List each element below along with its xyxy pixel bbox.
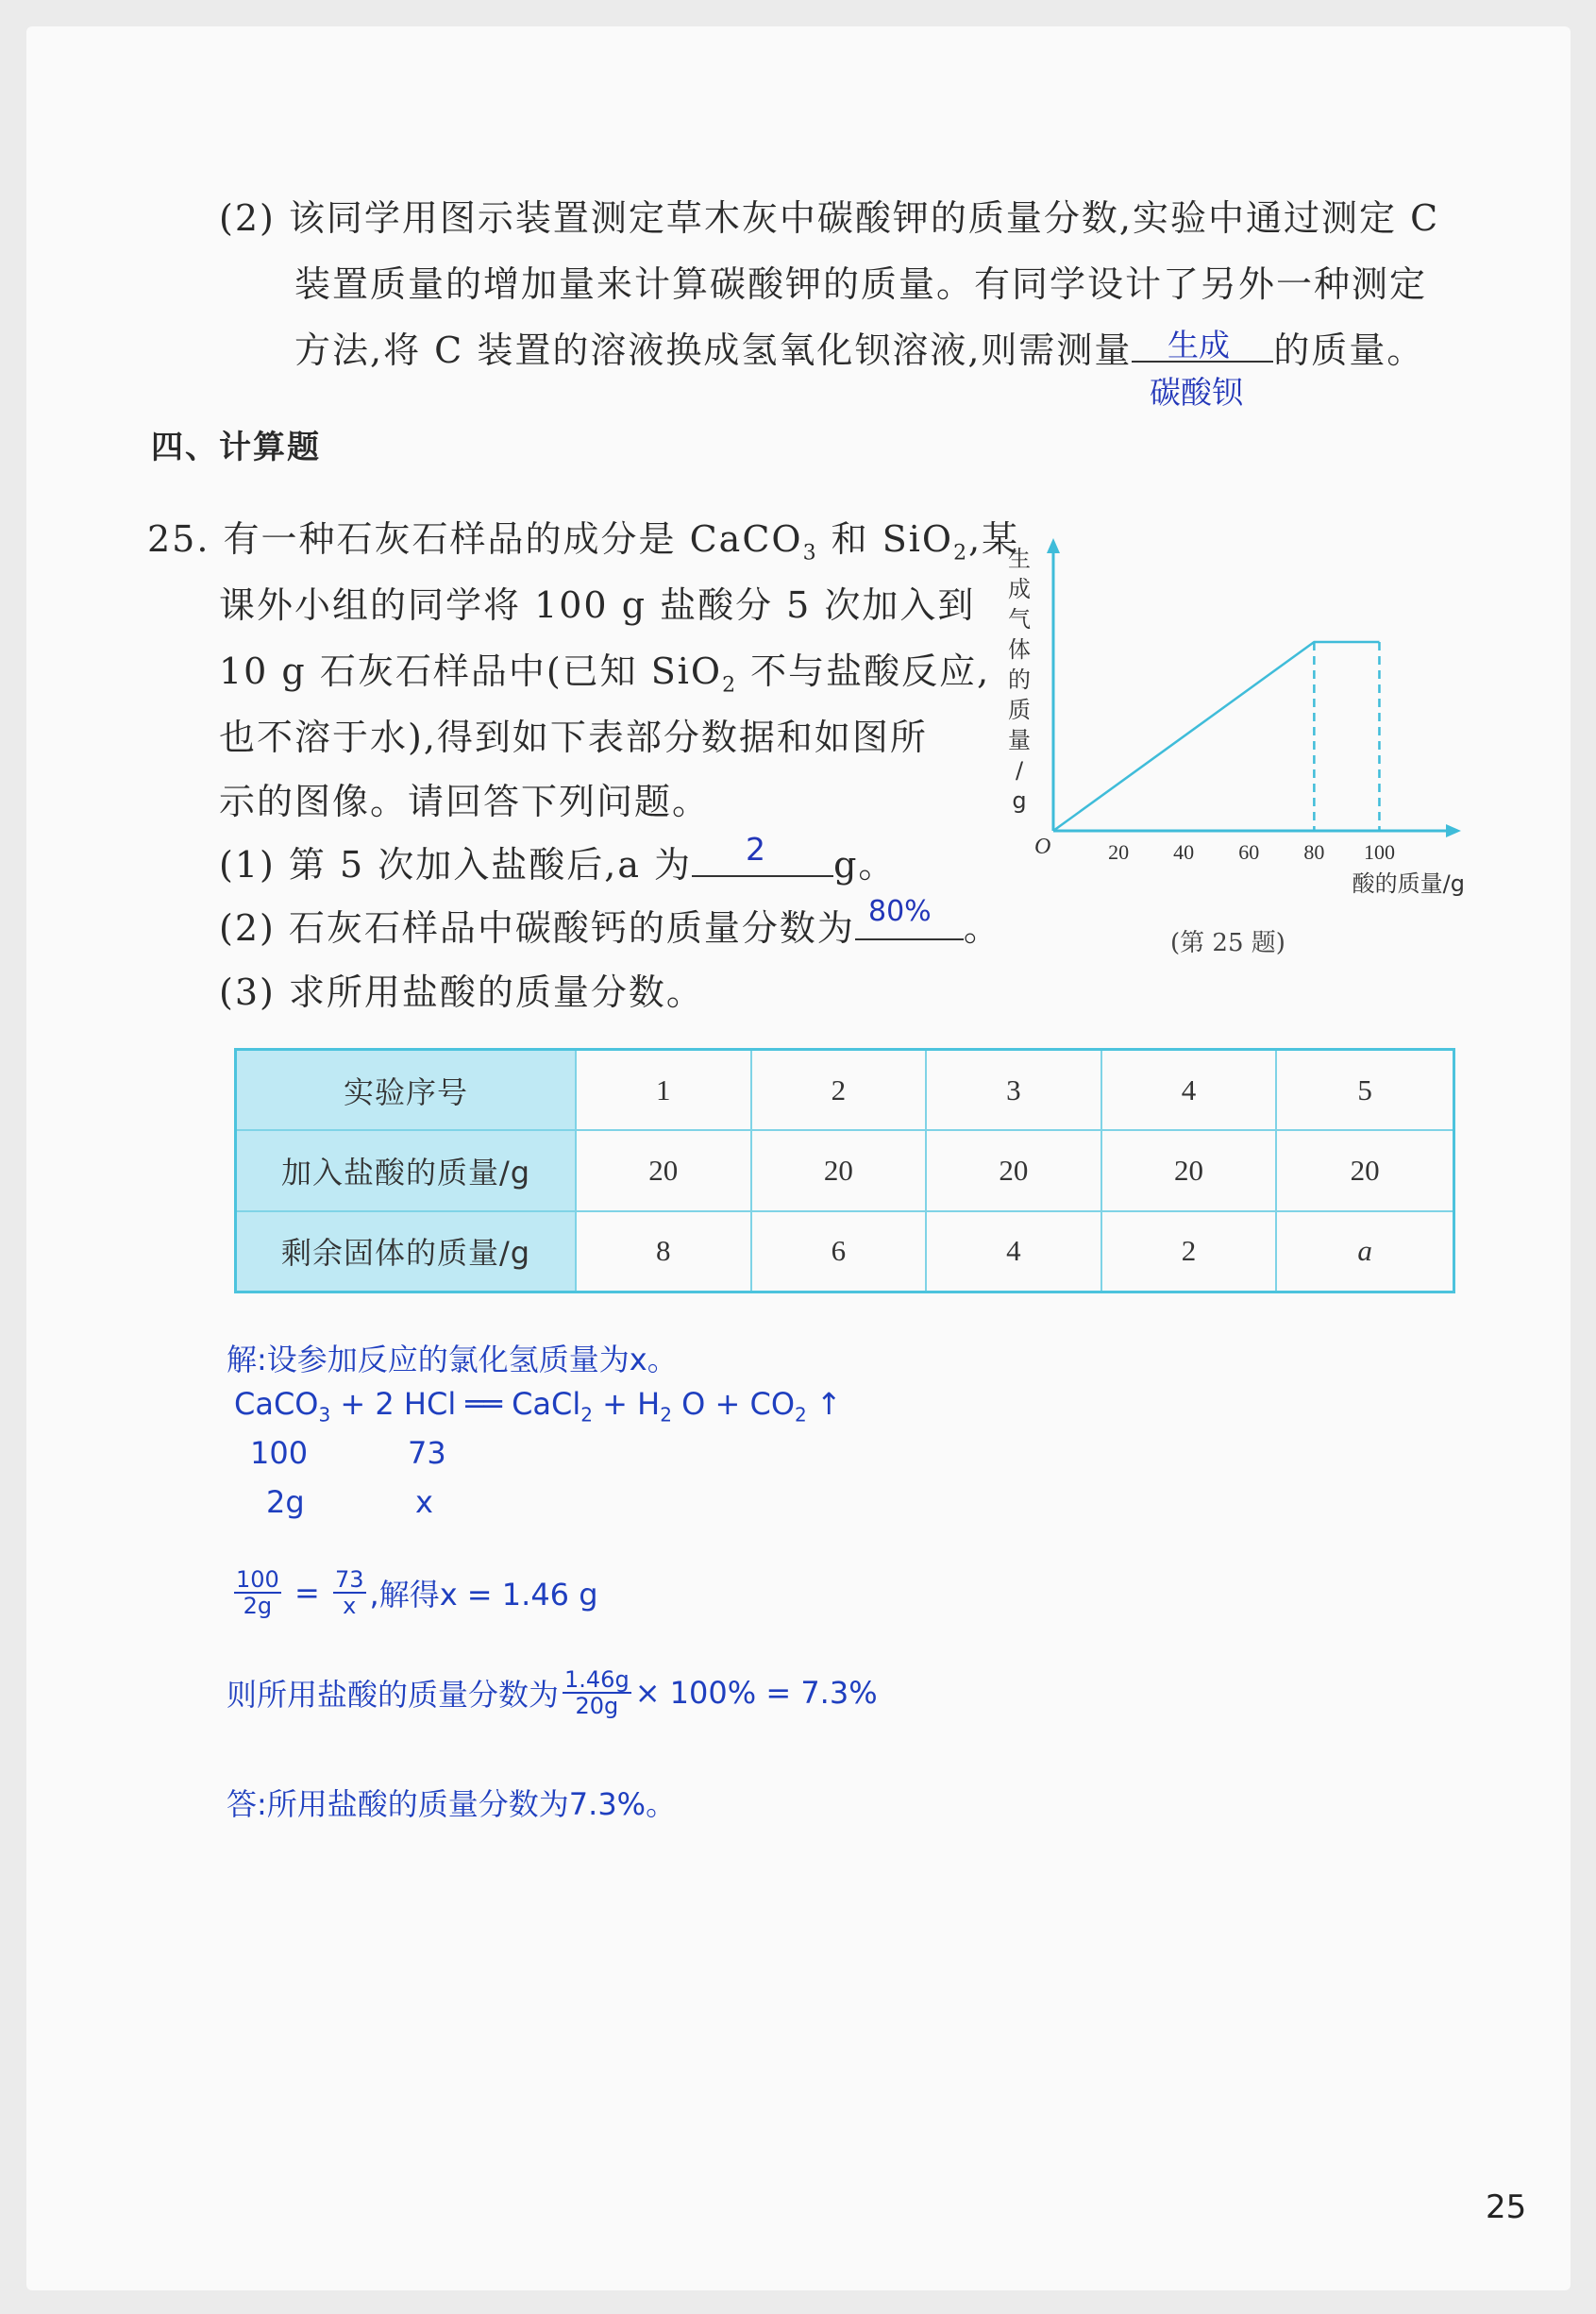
table-header-cell: 1 <box>576 1050 751 1131</box>
frac-num: 100 <box>236 1566 279 1593</box>
table-cell: 加入盐酸的质量/g <box>236 1130 577 1210</box>
y-axis-label-char: 的 <box>1008 667 1031 693</box>
table-cell: 20 <box>751 1130 927 1210</box>
x-tick-label: 60 <box>1238 840 1260 864</box>
frac-den: x <box>343 1593 357 1619</box>
chart-layer <box>1008 538 1465 897</box>
q25-sub: 3 <box>802 541 818 566</box>
q25-sub2-post: 。 <box>963 907 1001 949</box>
table-cell: 20 <box>926 1130 1101 1210</box>
frac-den: 20g <box>575 1693 619 1719</box>
y-axis-label-char: 气 <box>1008 606 1031 633</box>
eq-sub: 2 <box>795 1403 807 1427</box>
x-tick-label: 100 <box>1363 840 1395 864</box>
q24-part2-line3 <box>294 321 1424 373</box>
data-table <box>234 1048 1455 1293</box>
q25-sub2-answer: 80% <box>868 895 932 928</box>
table-header-cell: 3 <box>926 1050 1101 1131</box>
q25-line3-pre: 10 g 石灰石样品中(已知 SiO <box>219 650 723 692</box>
q25-line3-sub: 2 <box>722 673 738 698</box>
q25-sub1-pre: (1) 第 5 次加入盐酸后,a 为 <box>219 844 693 886</box>
q25-sub1-answer: 2 <box>746 831 765 868</box>
y-axis-label-char: / <box>1015 757 1024 784</box>
eq-sub: 2 <box>580 1403 593 1427</box>
solution-mass2: 73 <box>408 1435 446 1471</box>
q25-line1-mid: 和 SiO <box>817 518 954 560</box>
table-header-cell: 5 <box>1276 1050 1453 1131</box>
equals-sign: = <box>294 1575 320 1611</box>
gas-chart <box>1000 538 1472 935</box>
q25-line2: 课外小组的同学将 100 g 盐酸分 5 次加入到 <box>219 584 976 626</box>
solution-percent <box>227 1667 878 1718</box>
section-title: 四、计算题 <box>151 429 321 466</box>
table-header-cell: 实验序号 <box>236 1050 577 1131</box>
percent-pre: 则所用盐酸的质量分数为 <box>227 1677 560 1713</box>
table-cell: 2 <box>1101 1211 1277 1292</box>
figure-caption: (第 25 题) <box>1170 929 1285 957</box>
table-row <box>236 1130 1454 1210</box>
q24-line3-post: 的质量。 <box>1273 329 1425 371</box>
q25-line1 <box>147 510 1019 566</box>
table-cell: 20 <box>576 1130 751 1210</box>
table-cell: 20 <box>1276 1130 1453 1210</box>
x-tick-label: 20 <box>1108 840 1130 864</box>
table-cell: 8 <box>576 1211 751 1292</box>
solution-equation <box>234 1386 842 1426</box>
eq-part: + H <box>593 1386 661 1422</box>
y-axis-arrow <box>1047 538 1060 553</box>
frac-den: 2g <box>243 1593 273 1619</box>
table-cell: 6 <box>751 1211 927 1292</box>
eq-part: + 2 HCl ══ CaCl <box>330 1386 581 1422</box>
solution-val2: x <box>415 1484 433 1520</box>
solution-line1: 解:设参加反应的氯化氢质量为x。 <box>227 1342 678 1377</box>
table-header-cell: 2 <box>751 1050 927 1131</box>
eq-part: O + CO <box>671 1386 795 1422</box>
page-number: 25 <box>1486 2188 1527 2226</box>
series-line <box>1053 642 1379 831</box>
fraction <box>333 1567 366 1618</box>
solve-text: ,解得x = 1.46 g <box>369 1577 598 1613</box>
solution-mass1: 100 <box>250 1435 309 1471</box>
table-cell: 4 <box>926 1211 1101 1292</box>
solution-answer: 答:所用盐酸的质量分数为7.3%。 <box>227 1786 677 1822</box>
q25-line3 <box>219 642 990 698</box>
q25-sub1-post: g。 <box>833 844 897 886</box>
y-axis-label-char: 生 <box>1008 546 1031 572</box>
table-cell: 剩余固体的质量/g <box>236 1211 577 1292</box>
solution-proportion <box>230 1567 598 1618</box>
table-cell: 20 <box>1101 1130 1277 1210</box>
x-axis-arrow <box>1446 824 1461 837</box>
q25-sub2-pre: (2) 石灰石样品中碳酸钙的质量分数为 <box>219 907 855 949</box>
y-axis-label-char: 量 <box>1008 727 1031 753</box>
table-header-cell: 4 <box>1101 1050 1277 1131</box>
solution-val1: 2g <box>266 1484 305 1520</box>
q25-sub3: (3) 求所用盐酸的质量分数。 <box>219 971 704 1013</box>
q25-line5: 示的图像。请回答下列问题。 <box>219 781 711 822</box>
y-axis-label-char: 质 <box>1008 697 1031 723</box>
q25-line4: 也不溶于水),得到如下表部分数据和如图所 <box>219 717 928 758</box>
q24-answer-bottom: 碳酸钡 <box>1150 374 1243 411</box>
q25-sub2: 2 <box>953 541 969 566</box>
percent-post: × 100% = 7.3% <box>634 1675 878 1711</box>
q25-sub1 <box>219 836 896 887</box>
eq-part: CaCO <box>234 1386 319 1422</box>
q24-line3-pre: 方法,将 C 装置的溶液换成氢氧化钡溶液,则需测量 <box>294 329 1133 371</box>
frac-num: 73 <box>334 1566 364 1593</box>
origin-label: O <box>1034 835 1051 859</box>
fraction <box>234 1567 281 1618</box>
frac-num: 1.46g <box>564 1666 630 1693</box>
q25-line1-post: ,某 <box>968 518 1020 560</box>
x-axis-label: 酸的质量/g <box>1352 870 1465 897</box>
table-cell: a <box>1276 1211 1453 1292</box>
q25-line1-pre: 25. 有一种石灰石样品的成分是 CaCO <box>147 518 803 560</box>
q25-line3-post: 不与盐酸反应, <box>737 650 991 692</box>
y-axis-label-char: 体 <box>1008 636 1031 663</box>
x-tick-label: 40 <box>1173 840 1195 864</box>
fraction <box>563 1667 631 1718</box>
y-axis-label-char: 成 <box>1008 576 1031 602</box>
table-row <box>236 1211 1454 1292</box>
table-header-row <box>236 1050 1454 1131</box>
q24-part2-line2: 装置质量的增加量来计算碳酸钾的质量。有同学设计了另外一种测定 <box>294 263 1428 305</box>
eq-sub: 3 <box>318 1403 331 1427</box>
eq-part: ↑ <box>806 1386 842 1422</box>
eq-sub: 2 <box>660 1403 672 1427</box>
q24-part2-line1: (2) 该同学用图示装置测定草木灰中碳酸钾的质量分数,实验中通过测定 C <box>219 197 1440 239</box>
x-tick-label: 80 <box>1303 840 1325 864</box>
q24-answer-top: 生成 <box>1168 327 1230 363</box>
y-axis-label-char: g <box>1012 787 1027 814</box>
